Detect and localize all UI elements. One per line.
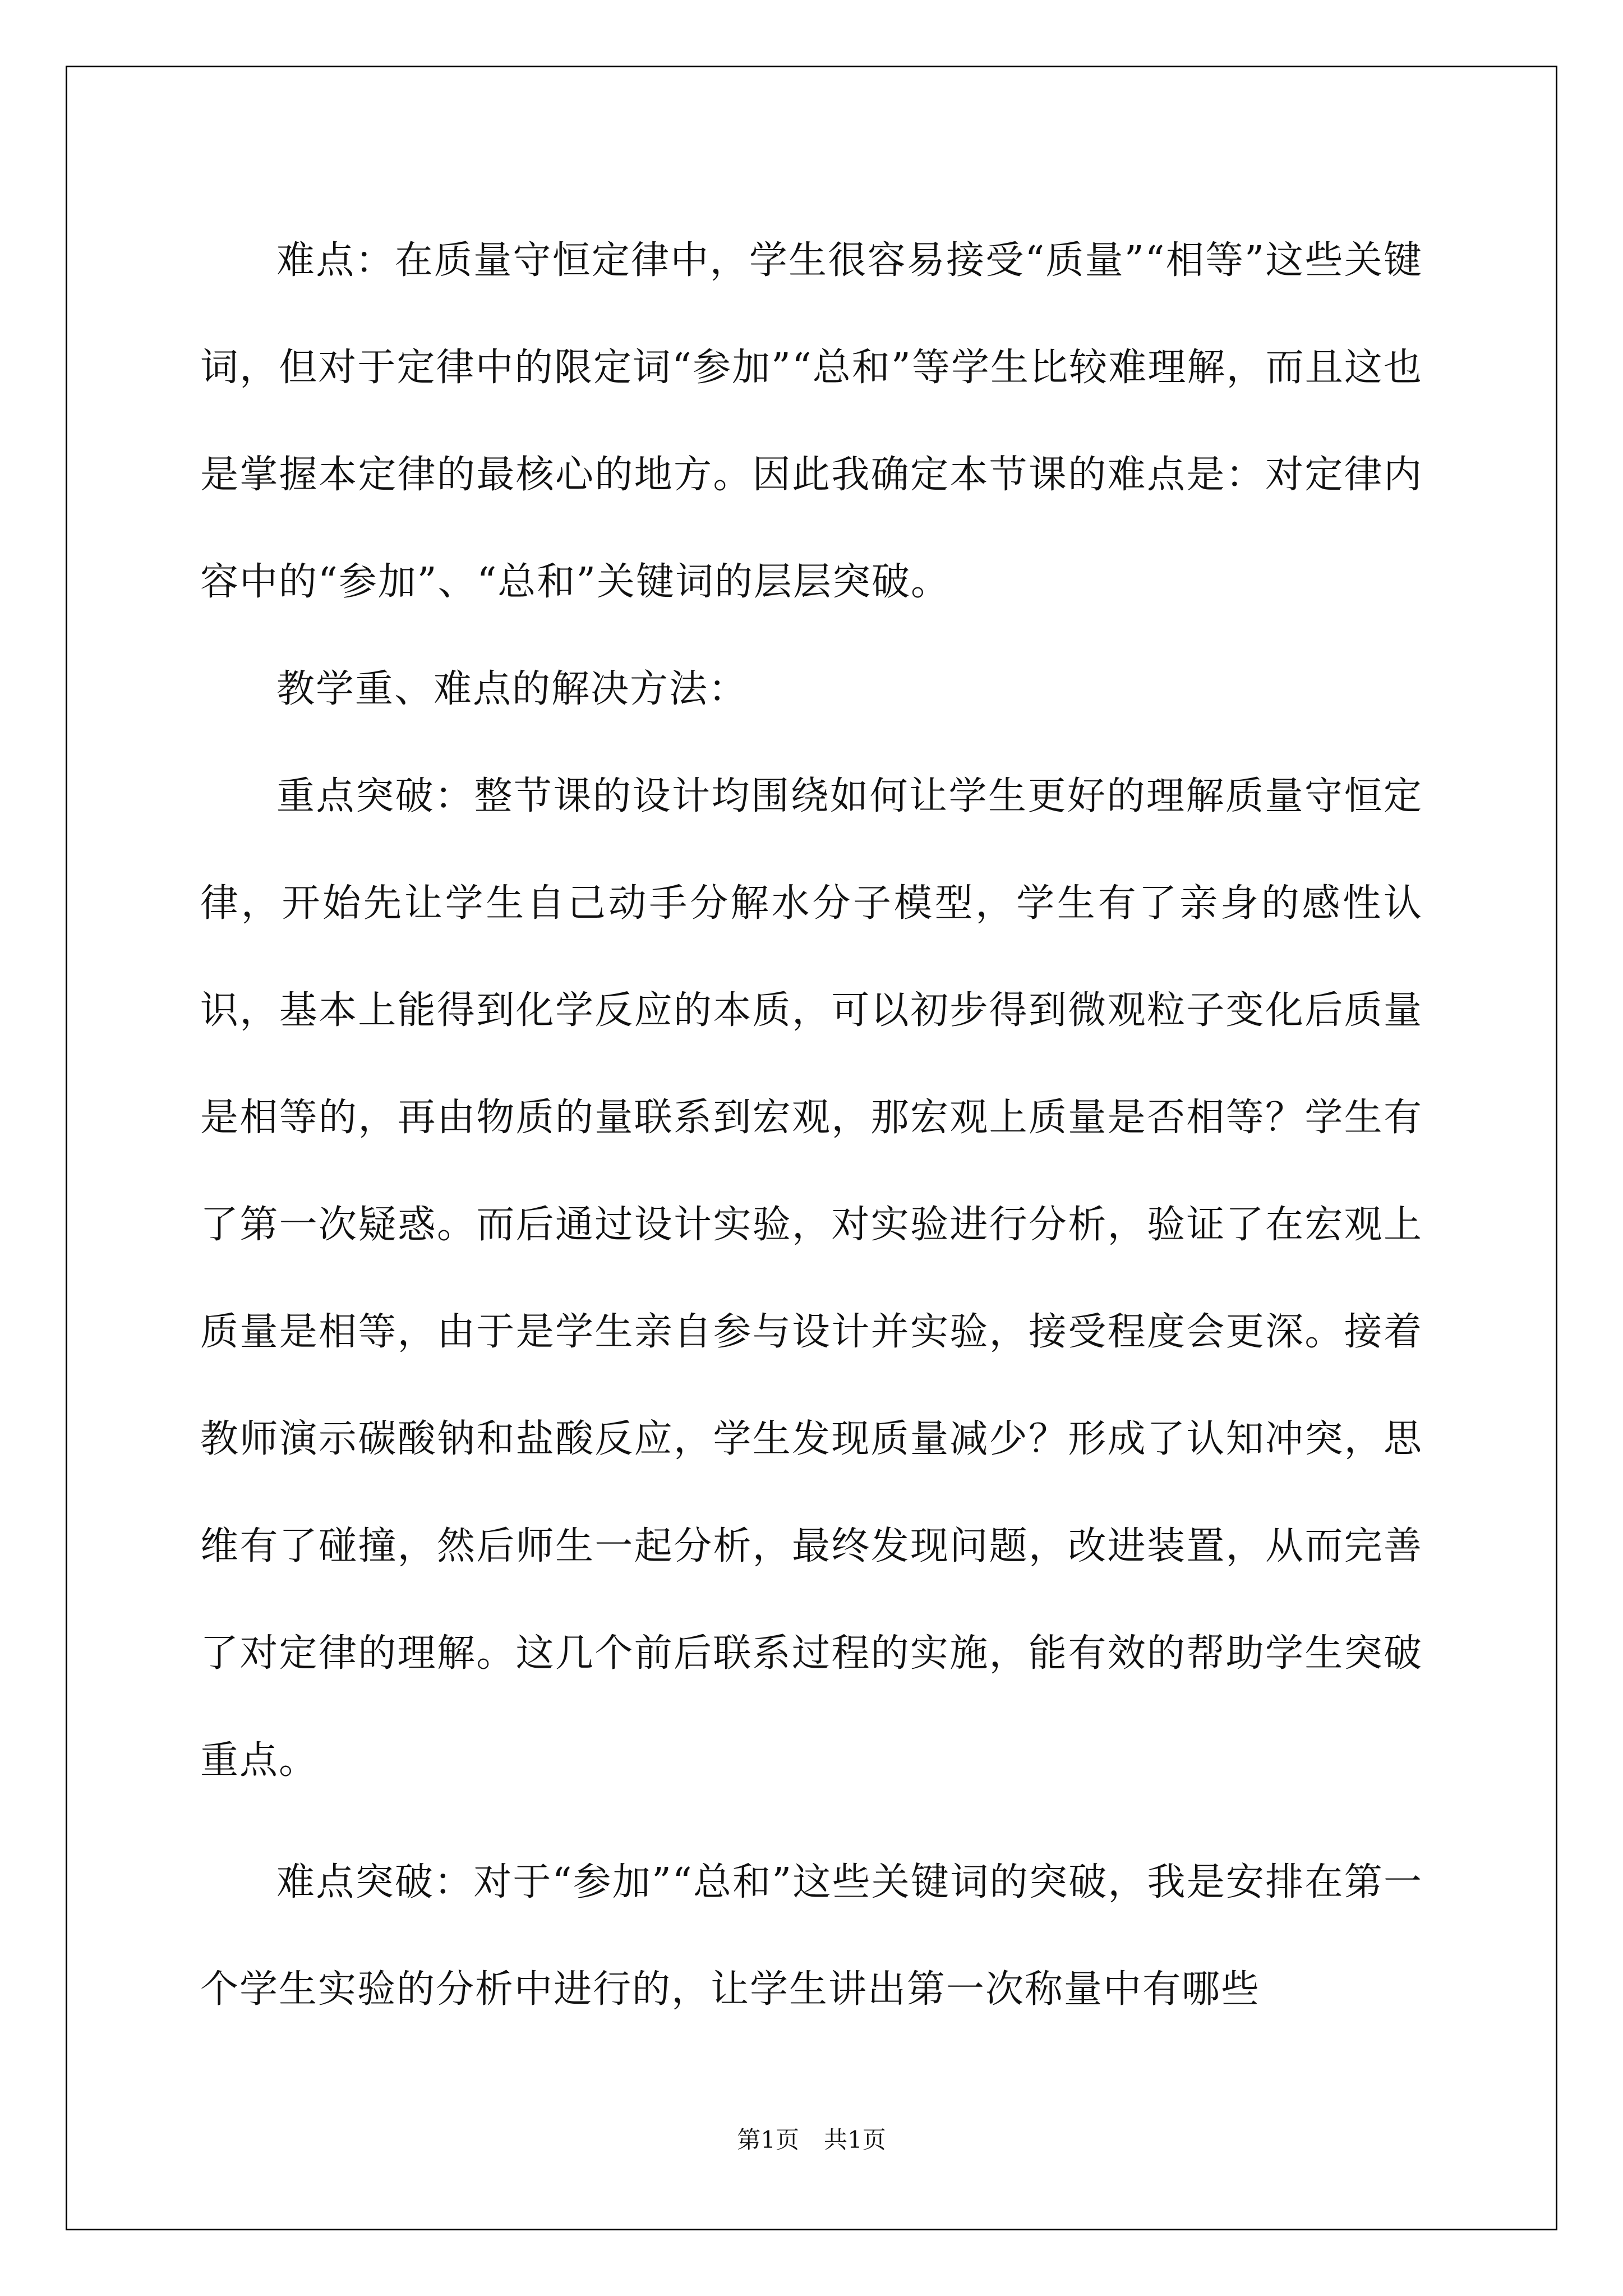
paragraph-key-breakthrough: 重点突破：整节课的设计均围绕如何让学生更好的理解质量守恒定律，开始先让学生自己动手分解水分子模型，学生有了亲身的感性认识，基本上能得到化学反应的本质，可以初步得到微观粒子变化后质量是相等的，再由物质的量联系到宏观，那宏观上质量是否相等？学生有了第一次疑惑。而后通过设计实验，对实验进行分析，验证了在宏观上质量是相等，由于是学生亲自参与设计并实验，接受程度会更深。接着教师演示碳酸钠和盐酸反应，学生发现质量减少？形成了认知冲突，思维有了碰撞，然后师生一起分析，最终发现问题，改进装置，从而完善了对定律的理解。这几个前后联系过程的实施，能有效的帮助学生突破重点。 — [200, 774, 1423, 1783]
paragraph-difficulty-breakthrough: 难点突破：对于“参加”“总和”这些关键词的突破，我是安排在第一个学生实验的分析中进行的，让学生讲出第一次称量中有哪些 — [200, 1860, 1423, 2012]
page-number: 第1页 — [737, 2126, 799, 2154]
paragraph-difficulty: 难点：在质量守恒定律中，学生很容易接受“质量”“相等”这些关键词，但对于定律中的限定词“参加”“总和”等学生比较难理解，而且这也是掌握本定律的最核心的地方。因此我确定本节课的难点是：对定律内容中的“参加”、“总和”关键词的层层突破。 — [200, 238, 1423, 604]
document-body — [200, 207, 1423, 2043]
page-total: 共1页 — [824, 2126, 886, 2154]
paragraph-methods-heading: 教学重、难点的解决方法： — [276, 667, 748, 711]
page-footer — [0, 2122, 1623, 2155]
